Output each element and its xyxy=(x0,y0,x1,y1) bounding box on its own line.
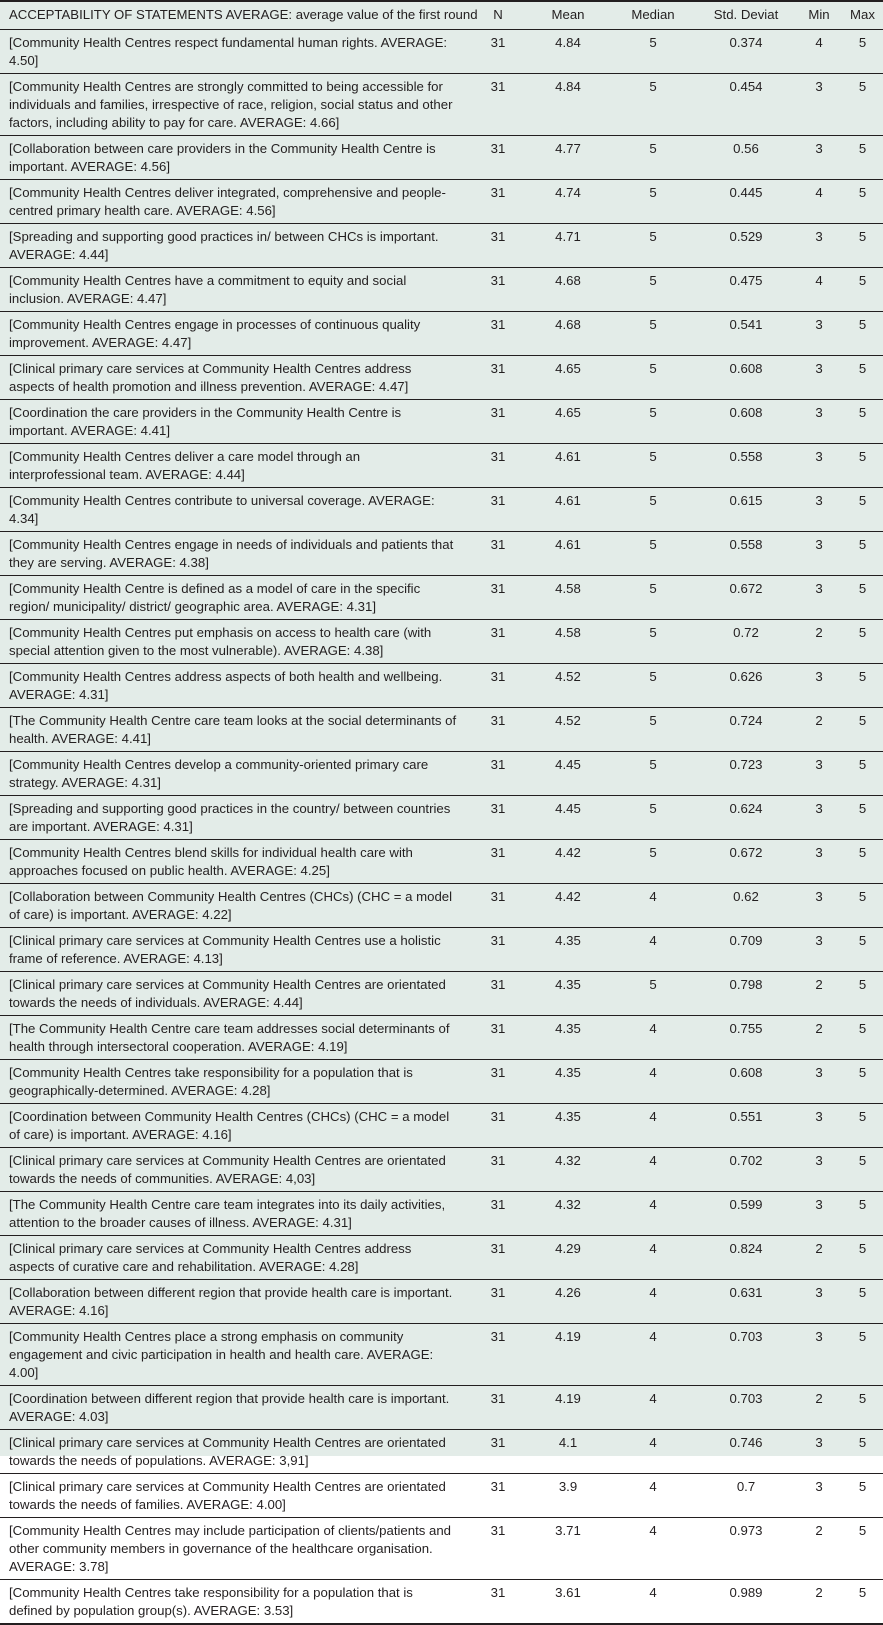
cell-std-deviation: 0.615 xyxy=(696,487,796,531)
cell-std-deviation: 0.724 xyxy=(696,707,796,751)
cell-mean: 4.1 xyxy=(526,1429,610,1473)
cell-max: 5 xyxy=(842,1385,883,1429)
cell-std-deviation: 0.746 xyxy=(696,1429,796,1473)
table-row xyxy=(0,223,883,267)
cell-max: 5 xyxy=(842,487,883,531)
header-std-deviation: Std. Deviat xyxy=(696,1,796,29)
cell-median: 4 xyxy=(610,1191,696,1235)
cell-mean: 4.65 xyxy=(526,355,610,399)
cell-min: 3 xyxy=(796,311,842,355)
cell-std-deviation: 0.709 xyxy=(696,927,796,971)
cell-mean: 4.45 xyxy=(526,751,610,795)
cell-median: 5 xyxy=(610,707,696,751)
cell-min: 3 xyxy=(796,575,842,619)
table-row xyxy=(0,839,883,883)
cell-min: 3 xyxy=(796,1059,842,1103)
cell-median: 4 xyxy=(610,1385,696,1429)
cell-median: 4 xyxy=(610,1059,696,1103)
cell-std-deviation: 0.445 xyxy=(696,179,796,223)
cell-std-deviation: 0.703 xyxy=(696,1323,796,1385)
cell-max: 5 xyxy=(842,1579,883,1624)
cell-statement: [Community Health Centres deliver integrated, comprehensive and people-centred primary health care. AVERAGE: 4.56] xyxy=(0,179,470,223)
cell-std-deviation: 0.672 xyxy=(696,575,796,619)
table-row xyxy=(0,619,883,663)
cell-statement: [Coordination the care providers in the Community Health Centre is important. AVERAGE: 4.41] xyxy=(0,399,470,443)
table-row xyxy=(0,73,883,135)
cell-n: 31 xyxy=(470,399,526,443)
cell-statement: [Community Health Centres engage in processes of continuous quality improvement. AVERAGE: 4.47] xyxy=(0,311,470,355)
cell-max: 5 xyxy=(842,1147,883,1191)
cell-mean: 4.74 xyxy=(526,179,610,223)
cell-median: 5 xyxy=(610,795,696,839)
cell-std-deviation: 0.702 xyxy=(696,1147,796,1191)
cell-statement: [Community Health Centres are strongly committed to being accessible for individuals and families, irrespective of race, religion, social status and other factors, including ability to pay for care. AVERAGE: 4.66] xyxy=(0,73,470,135)
table-row xyxy=(0,1015,883,1059)
cell-median: 4 xyxy=(610,927,696,971)
cell-mean: 4.58 xyxy=(526,575,610,619)
cell-median: 5 xyxy=(610,751,696,795)
cell-n: 31 xyxy=(470,29,526,73)
cell-n: 31 xyxy=(470,795,526,839)
cell-min: 3 xyxy=(796,1147,842,1191)
cell-n: 31 xyxy=(470,707,526,751)
cell-max: 5 xyxy=(842,971,883,1015)
cell-mean: 4.68 xyxy=(526,311,610,355)
cell-mean: 4.68 xyxy=(526,267,610,311)
cell-median: 5 xyxy=(610,135,696,179)
cell-statement: [Coordination between different region that provide health care is important. AVERAGE: 4.03] xyxy=(0,1385,470,1429)
cell-min: 4 xyxy=(796,29,842,73)
cell-median: 5 xyxy=(610,179,696,223)
cell-statement: [Clinical primary care services at Community Health Centres use a holistic frame of reference. AVERAGE: 4.13] xyxy=(0,927,470,971)
cell-max: 5 xyxy=(842,1279,883,1323)
cell-median: 5 xyxy=(610,355,696,399)
cell-min: 3 xyxy=(796,355,842,399)
cell-median: 4 xyxy=(610,1015,696,1059)
cell-n: 31 xyxy=(470,1059,526,1103)
table-row xyxy=(0,267,883,311)
cell-max: 5 xyxy=(842,179,883,223)
cell-max: 5 xyxy=(842,1517,883,1579)
cell-max: 5 xyxy=(842,927,883,971)
cell-median: 5 xyxy=(610,73,696,135)
header-median: Median xyxy=(610,1,696,29)
table-row xyxy=(0,1059,883,1103)
cell-std-deviation: 0.56 xyxy=(696,135,796,179)
cell-max: 5 xyxy=(842,1323,883,1385)
cell-max: 5 xyxy=(842,531,883,575)
cell-std-deviation: 0.608 xyxy=(696,1059,796,1103)
table-row xyxy=(0,663,883,707)
cell-std-deviation: 0.558 xyxy=(696,443,796,487)
cell-std-deviation: 0.374 xyxy=(696,29,796,73)
cell-statement: [Clinical primary care services at Community Health Centres are orientated towards the needs of families. AVERAGE: 4.00] xyxy=(0,1473,470,1517)
cell-std-deviation: 0.973 xyxy=(696,1517,796,1579)
cell-n: 31 xyxy=(470,575,526,619)
cell-statement: [Clinical primary care services at Community Health Centres address aspects of health promotion and illness prevention. AVERAGE: 4.47] xyxy=(0,355,470,399)
cell-mean: 4.45 xyxy=(526,795,610,839)
cell-statement: [Community Health Centres address aspects of both health and wellbeing. AVERAGE: 4.31] xyxy=(0,663,470,707)
cell-min: 2 xyxy=(796,707,842,751)
cell-max: 5 xyxy=(842,135,883,179)
table-row xyxy=(0,311,883,355)
cell-std-deviation: 0.798 xyxy=(696,971,796,1015)
cell-max: 5 xyxy=(842,707,883,751)
table-row xyxy=(0,1279,883,1323)
cell-min: 2 xyxy=(796,1235,842,1279)
table-row xyxy=(0,971,883,1015)
cell-max: 5 xyxy=(842,1235,883,1279)
cell-min: 3 xyxy=(796,223,842,267)
table-row xyxy=(0,575,883,619)
cell-mean: 4.42 xyxy=(526,883,610,927)
cell-median: 5 xyxy=(610,29,696,73)
cell-statement: [The Community Health Centre care team addresses social determinants of health through intersectoral cooperation. AVERAGE: 4.19] xyxy=(0,1015,470,1059)
cell-std-deviation: 0.551 xyxy=(696,1103,796,1147)
cell-n: 31 xyxy=(470,1323,526,1385)
cell-mean: 4.61 xyxy=(526,487,610,531)
cell-median: 5 xyxy=(610,531,696,575)
cell-n: 31 xyxy=(470,531,526,575)
cell-n: 31 xyxy=(470,355,526,399)
table-row xyxy=(0,355,883,399)
cell-statement: [Collaboration between Community Health Centres (CHCs) (CHC = a model of care) is important. AVERAGE: 4.22] xyxy=(0,883,470,927)
cell-std-deviation: 0.608 xyxy=(696,355,796,399)
cell-mean: 4.19 xyxy=(526,1323,610,1385)
cell-statement: [Community Health Centres place a strong emphasis on community engagement and civic participation in health and health care. AVERAGE: 4.00] xyxy=(0,1323,470,1385)
cell-n: 31 xyxy=(470,1579,526,1624)
cell-n: 31 xyxy=(470,1015,526,1059)
cell-median: 5 xyxy=(610,267,696,311)
cell-max: 5 xyxy=(842,1015,883,1059)
cell-min: 3 xyxy=(796,927,842,971)
table-row xyxy=(0,1579,883,1624)
table-row xyxy=(0,179,883,223)
table-row xyxy=(0,1191,883,1235)
cell-n: 31 xyxy=(470,487,526,531)
cell-min: 4 xyxy=(796,267,842,311)
cell-n: 31 xyxy=(470,1235,526,1279)
cell-min: 3 xyxy=(796,399,842,443)
cell-std-deviation: 0.755 xyxy=(696,1015,796,1059)
cell-n: 31 xyxy=(470,73,526,135)
cell-min: 3 xyxy=(796,73,842,135)
table-row xyxy=(0,135,883,179)
cell-max: 5 xyxy=(842,223,883,267)
cell-min: 3 xyxy=(796,1473,842,1517)
cell-statement: [Clinical primary care services at Community Health Centres are orientated towards the needs of individuals. AVERAGE: 4.44] xyxy=(0,971,470,1015)
cell-median: 4 xyxy=(610,1235,696,1279)
cell-mean: 4.77 xyxy=(526,135,610,179)
cell-median: 4 xyxy=(610,1473,696,1517)
cell-std-deviation: 0.626 xyxy=(696,663,796,707)
cell-median: 4 xyxy=(610,1579,696,1624)
cell-median: 4 xyxy=(610,1103,696,1147)
cell-median: 5 xyxy=(610,971,696,1015)
cell-mean: 4.19 xyxy=(526,1385,610,1429)
cell-std-deviation: 0.454 xyxy=(696,73,796,135)
cell-max: 5 xyxy=(842,575,883,619)
cell-min: 3 xyxy=(796,883,842,927)
cell-median: 4 xyxy=(610,1147,696,1191)
cell-mean: 4.52 xyxy=(526,663,610,707)
cell-mean: 4.71 xyxy=(526,223,610,267)
cell-median: 5 xyxy=(610,443,696,487)
cell-statement: [Collaboration between different region that provide health care is important. AVERAGE: 4.16] xyxy=(0,1279,470,1323)
cell-median: 5 xyxy=(610,663,696,707)
cell-max: 5 xyxy=(842,311,883,355)
table-row xyxy=(0,751,883,795)
cell-max: 5 xyxy=(842,73,883,135)
cell-max: 5 xyxy=(842,663,883,707)
cell-mean: 4.35 xyxy=(526,1015,610,1059)
cell-n: 31 xyxy=(470,135,526,179)
cell-median: 5 xyxy=(610,399,696,443)
table-row xyxy=(0,29,883,73)
cell-std-deviation: 0.723 xyxy=(696,751,796,795)
table-row xyxy=(0,1429,883,1473)
cell-statement: [The Community Health Centre care team integrates into its daily activities, attention to the broader causes of illness. AVERAGE: 4.31] xyxy=(0,1191,470,1235)
cell-mean: 3.61 xyxy=(526,1579,610,1624)
cell-mean: 4.32 xyxy=(526,1147,610,1191)
cell-median: 4 xyxy=(610,1517,696,1579)
cell-min: 2 xyxy=(796,619,842,663)
cell-mean: 3.9 xyxy=(526,1473,610,1517)
cell-max: 5 xyxy=(842,1473,883,1517)
cell-std-deviation: 0.824 xyxy=(696,1235,796,1279)
cell-std-deviation: 0.475 xyxy=(696,267,796,311)
cell-min: 3 xyxy=(796,1429,842,1473)
cell-statement: [Collaboration between care providers in the Community Health Centre is important. AVERAGE: 4.56] xyxy=(0,135,470,179)
cell-n: 31 xyxy=(470,1147,526,1191)
cell-median: 5 xyxy=(610,487,696,531)
cell-statement: [Coordination between Community Health Centres (CHCs) (CHC = a model of care) is important. AVERAGE: 4.16] xyxy=(0,1103,470,1147)
cell-mean: 4.42 xyxy=(526,839,610,883)
cell-min: 3 xyxy=(796,1279,842,1323)
cell-median: 5 xyxy=(610,839,696,883)
cell-statement: [Community Health Centres respect fundamental human rights. AVERAGE: 4.50] xyxy=(0,29,470,73)
cell-statement: [Spreading and supporting good practices in the country/ between countries are important. AVERAGE: 4.31] xyxy=(0,795,470,839)
cell-statement: [Community Health Centres have a commitment to equity and social inclusion. AVERAGE: 4.47] xyxy=(0,267,470,311)
cell-statement: [Clinical primary care services at Community Health Centres address aspects of curative care and rehabilitation. AVERAGE: 4.28] xyxy=(0,1235,470,1279)
cell-statement: [The Community Health Centre care team looks at the social determinants of health. AVERAGE: 4.41] xyxy=(0,707,470,751)
table-header xyxy=(0,1,883,29)
cell-max: 5 xyxy=(842,443,883,487)
cell-median: 4 xyxy=(610,1429,696,1473)
cell-n: 31 xyxy=(470,311,526,355)
cell-n: 31 xyxy=(470,839,526,883)
cell-max: 5 xyxy=(842,399,883,443)
cell-statement: [Community Health Centres may include participation of clients/patients and other community members in governance of the healthcare organisation. AVERAGE: 3.78] xyxy=(0,1517,470,1579)
cell-statement: [Community Health Centres put emphasis on access to health care (with special attention given to the most vulnerable). AVERAGE: 4.38] xyxy=(0,619,470,663)
cell-n: 31 xyxy=(470,1517,526,1579)
cell-n: 31 xyxy=(470,223,526,267)
cell-min: 3 xyxy=(796,663,842,707)
cell-statement: [Community Health Centres develop a community-oriented primary care strategy. AVERAGE: 4.31] xyxy=(0,751,470,795)
cell-n: 31 xyxy=(470,1429,526,1473)
cell-std-deviation: 0.672 xyxy=(696,839,796,883)
cell-max: 5 xyxy=(842,1429,883,1473)
cell-mean: 4.52 xyxy=(526,707,610,751)
table-row xyxy=(0,883,883,927)
cell-n: 31 xyxy=(470,883,526,927)
header-n: N xyxy=(470,1,526,29)
cell-mean: 4.29 xyxy=(526,1235,610,1279)
cell-mean: 4.35 xyxy=(526,927,610,971)
table-row xyxy=(0,1103,883,1147)
cell-min: 3 xyxy=(796,531,842,575)
cell-n: 31 xyxy=(470,971,526,1015)
cell-n: 31 xyxy=(470,443,526,487)
table-row xyxy=(0,795,883,839)
cell-n: 31 xyxy=(470,1103,526,1147)
cell-statement: [Community Health Centres engage in needs of individuals and patients that they are serving. AVERAGE: 4.38] xyxy=(0,531,470,575)
header-statement: ACCEPTABILITY OF STATEMENTS AVERAGE: average value of the first round xyxy=(0,1,470,29)
cell-min: 2 xyxy=(796,1517,842,1579)
cell-max: 5 xyxy=(842,795,883,839)
table-row xyxy=(0,443,883,487)
cell-statement: [Community Health Centres take responsibility for a population that is defined by population group(s). AVERAGE: 3.53] xyxy=(0,1579,470,1624)
cell-n: 31 xyxy=(470,619,526,663)
table-row xyxy=(0,1473,883,1517)
cell-mean: 4.58 xyxy=(526,619,610,663)
cell-max: 5 xyxy=(842,355,883,399)
cell-std-deviation: 0.7 xyxy=(696,1473,796,1517)
cell-min: 3 xyxy=(796,135,842,179)
cell-min: 3 xyxy=(796,443,842,487)
cell-min: 3 xyxy=(796,795,842,839)
cell-mean: 4.35 xyxy=(526,971,610,1015)
cell-statement: [Spreading and supporting good practices in/ between CHCs is important. AVERAGE: 4.44] xyxy=(0,223,470,267)
cell-median: 4 xyxy=(610,1279,696,1323)
cell-median: 5 xyxy=(610,223,696,267)
cell-min: 4 xyxy=(796,179,842,223)
cell-n: 31 xyxy=(470,927,526,971)
cell-min: 2 xyxy=(796,1579,842,1624)
table-row xyxy=(0,1323,883,1385)
cell-max: 5 xyxy=(842,1191,883,1235)
cell-std-deviation: 0.541 xyxy=(696,311,796,355)
cell-min: 3 xyxy=(796,839,842,883)
cell-median: 4 xyxy=(610,1323,696,1385)
cell-mean: 4.84 xyxy=(526,73,610,135)
cell-statement: [Clinical primary care services at Community Health Centres are orientated towards the needs of populations. AVERAGE: 3,91] xyxy=(0,1429,470,1473)
cell-mean: 4.84 xyxy=(526,29,610,73)
table-row xyxy=(0,1235,883,1279)
cell-min: 3 xyxy=(796,751,842,795)
cell-statement: [Community Health Centres contribute to universal coverage. AVERAGE: 4.34] xyxy=(0,487,470,531)
cell-max: 5 xyxy=(842,883,883,927)
cell-min: 3 xyxy=(796,1323,842,1385)
cell-median: 4 xyxy=(610,883,696,927)
cell-median: 5 xyxy=(610,311,696,355)
cell-min: 2 xyxy=(796,1015,842,1059)
table-row xyxy=(0,487,883,531)
cell-mean: 4.35 xyxy=(526,1103,610,1147)
cell-min: 3 xyxy=(796,1103,842,1147)
cell-mean: 4.65 xyxy=(526,399,610,443)
cell-n: 31 xyxy=(470,751,526,795)
cell-min: 2 xyxy=(796,1385,842,1429)
cell-n: 31 xyxy=(470,1385,526,1429)
cell-max: 5 xyxy=(842,1103,883,1147)
cell-max: 5 xyxy=(842,839,883,883)
cell-std-deviation: 0.703 xyxy=(696,1385,796,1429)
cell-mean: 3.71 xyxy=(526,1517,610,1579)
cell-std-deviation: 0.624 xyxy=(696,795,796,839)
cell-std-deviation: 0.608 xyxy=(696,399,796,443)
cell-statement: [Clinical primary care services at Community Health Centres are orientated towards the needs of communities. AVERAGE: 4,03] xyxy=(0,1147,470,1191)
cell-statement: [Community Health Centre is defined as a model of care in the specific region/ municipality/ district/ geographic area. AVERAGE: 4.31] xyxy=(0,575,470,619)
cell-median: 5 xyxy=(610,575,696,619)
cell-std-deviation: 0.989 xyxy=(696,1579,796,1624)
cell-min: 2 xyxy=(796,971,842,1015)
cell-statement: [Community Health Centres deliver a care model through an interprofessional team. AVERAGE: 4.44] xyxy=(0,443,470,487)
table-row xyxy=(0,927,883,971)
cell-std-deviation: 0.62 xyxy=(696,883,796,927)
cell-n: 31 xyxy=(470,179,526,223)
cell-std-deviation: 0.558 xyxy=(696,531,796,575)
cell-mean: 4.32 xyxy=(526,1191,610,1235)
cell-std-deviation: 0.72 xyxy=(696,619,796,663)
cell-mean: 4.61 xyxy=(526,531,610,575)
cell-max: 5 xyxy=(842,29,883,73)
cell-max: 5 xyxy=(842,619,883,663)
cell-mean: 4.35 xyxy=(526,1059,610,1103)
header-max: Max xyxy=(842,1,883,29)
cell-n: 31 xyxy=(470,267,526,311)
cell-n: 31 xyxy=(470,1473,526,1517)
header-row xyxy=(0,1,883,29)
header-min: Min xyxy=(796,1,842,29)
cell-mean: 4.61 xyxy=(526,443,610,487)
cell-median: 5 xyxy=(610,619,696,663)
cell-n: 31 xyxy=(470,1279,526,1323)
cell-std-deviation: 0.529 xyxy=(696,223,796,267)
cell-n: 31 xyxy=(470,663,526,707)
cell-std-deviation: 0.631 xyxy=(696,1279,796,1323)
table-row xyxy=(0,399,883,443)
header-mean: Mean xyxy=(526,1,610,29)
table-row xyxy=(0,707,883,751)
cell-mean: 4.26 xyxy=(526,1279,610,1323)
table-row xyxy=(0,1385,883,1429)
cell-statement: [Community Health Centres take responsibility for a population that is geographically-determined. AVERAGE: 4.28] xyxy=(0,1059,470,1103)
cell-min: 3 xyxy=(796,1191,842,1235)
cell-std-deviation: 0.599 xyxy=(696,1191,796,1235)
cell-statement: [Community Health Centres blend skills for individual health care with approaches focused on public health. AVERAGE: 4.25] xyxy=(0,839,470,883)
cell-min: 3 xyxy=(796,487,842,531)
cell-max: 5 xyxy=(842,267,883,311)
table-row xyxy=(0,1147,883,1191)
table-body xyxy=(0,29,883,1624)
table-row xyxy=(0,531,883,575)
cell-n: 31 xyxy=(470,1191,526,1235)
cell-max: 5 xyxy=(842,751,883,795)
cell-max: 5 xyxy=(842,1059,883,1103)
table-row xyxy=(0,1517,883,1579)
